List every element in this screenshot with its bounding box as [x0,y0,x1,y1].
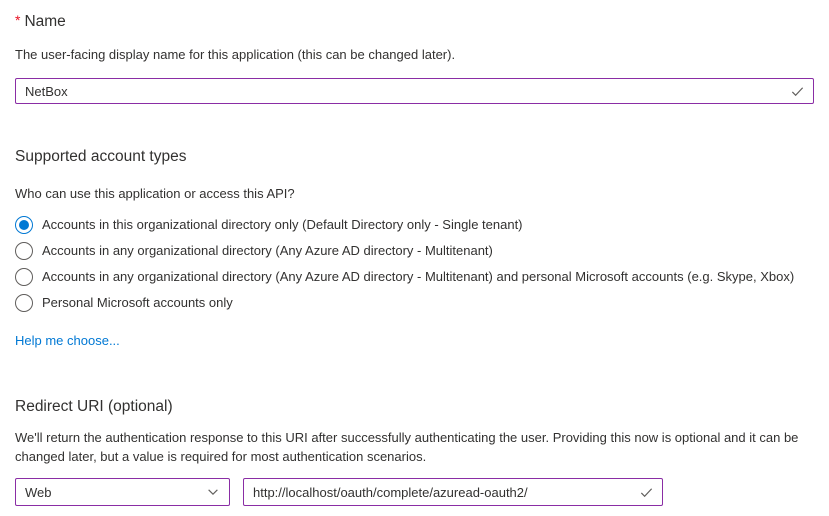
redirect-uri-title: Redirect URI (optional) [15,398,173,415]
radio-option-label: Accounts in this organizational directory only (Default Directory only - Single tenant) [42,217,523,232]
platform-select-value: Web [25,484,52,500]
radio-option-label: Accounts in any organizational directory (Any Azure AD directory - Multitenant) [42,243,493,258]
radio-option-label: Personal Microsoft accounts only [42,295,233,310]
name-title-text: Name [24,13,66,30]
radio-selected-icon[interactable] [15,216,33,234]
supported-account-types-section [15,146,814,350]
account-types-question: Who can use this application or access this API? [15,186,295,201]
platform-select[interactable] [15,478,230,506]
chevron-down-icon [206,485,220,499]
radio-unselected-icon[interactable] [15,294,33,312]
name-section-title [15,10,814,32]
required-asterisk: * [15,12,21,28]
radio-unselected-icon[interactable] [15,242,33,260]
account-types-title: Supported account types [15,148,187,165]
radio-option-multitenant-personal[interactable] [15,264,814,290]
account-types-radio-group [15,212,814,316]
redirect-uri-input[interactable] [253,485,633,500]
help-me-choose-link[interactable]: Help me choose... [15,333,120,348]
redirect-uri-section [15,396,814,506]
radio-option-multitenant[interactable] [15,238,814,264]
valid-checkmark-icon [639,485,654,500]
name-input-container [15,78,814,104]
redirect-uri-controls [15,478,814,506]
name-section [15,10,814,104]
radio-unselected-icon[interactable] [15,268,33,286]
name-input[interactable] [25,84,784,99]
name-description: The user-facing display name for this application (this can be changed later). [15,47,456,62]
redirect-uri-input-container [243,478,663,506]
redirect-uri-description: We'll return the authentication response to this URI after successfully authenticating the user. Providing this now is optional and it can be changed later, but a value is required for most authentication scenarios. [15,430,799,464]
radio-option-single-tenant[interactable] [15,212,814,238]
radio-option-personal-only[interactable] [15,290,814,316]
radio-option-label: Accounts in any organizational directory (Any Azure AD directory - Multitenant) and personal Microsoft accounts (e.g. Skype, Xbox) [42,269,795,284]
valid-checkmark-icon [790,84,805,99]
